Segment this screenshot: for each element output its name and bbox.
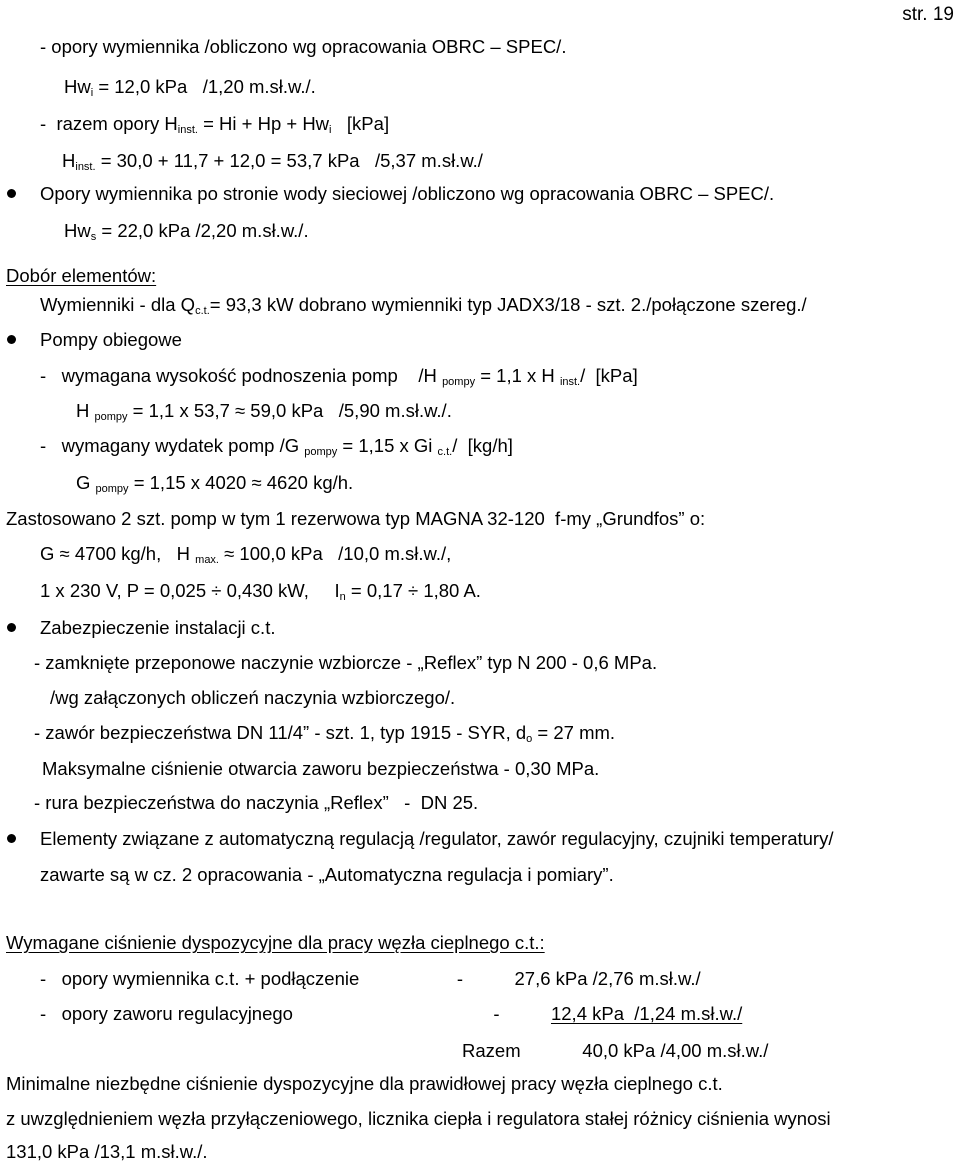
text-line: - rura bezpieczeństwa do naczynia „Reflex” - DN 25. [34,792,479,813]
text-line: H $_{pompy}$ = 1,1 x 53,7 ≈ 59,0 kPa /5,90 m.sł.w./. [76,400,452,423]
text-line: Elementy związane z automatyczną regulacją /regulator, zawór regulacyjny, czujniki temperatury/ [40,828,834,849]
text-line: G $_{pompy}$ = 1,15 x 4020 ≈ 4620 kg/h. [76,472,354,495]
text-line: - opory wymiennika /obliczono wg opracowania OBRC – SPEC/. [40,36,567,57]
text-line: - wymagana wysokość podnoszenia pomp /H $_{pompy}$ = 1,1 x H $_{inst.}$/ [kPa] [40,365,638,388]
text-line: z uwzględnieniem węzła przyłączeniowego, licznika ciepła i regulatora stałej różnicy ciśnienia wynosi [6,1108,831,1129]
text-line: zawarte są w cz. 2 opracowania - „Automatyczna regulacja i pomiary”. [40,864,614,885]
section-heading: Dobór elementów: [6,265,157,286]
section-heading: Wymagane ciśnienie dyspozycyjne dla pracy węzła cieplnego c.t.: [6,932,545,953]
text-line: - zamknięte przeponowe naczynie wzbiorcze - „Reflex” typ N 200 - 0,6 MPa. [34,652,658,673]
text-line: - opory wymiennika c.t. + podłączenie - 27,6 kPa /2,76 m.sł.w./ [40,968,701,989]
text-line: G ≈ 4700 kg/h, H $_{max.}$ ≈ 100,0 kPa /10,0 m.sł.w./, [40,543,452,566]
bullet-icon [7,189,16,198]
text-line: /wg załączonych obliczeń naczynia wzbiorczego/. [50,687,456,708]
text-line: - zawór bezpieczeństwa DN 11/4” - szt. 1, typ 1915 - SYR, $d_o = 27$ mm. [34,722,616,745]
text-line: 131,0 kPa /13,1 m.sł.w./. [6,1141,208,1162]
bullet-icon [7,834,16,843]
text-line: Zastosowano 2 szt. pomp w tym 1 rezerwowa typ MAGNA 32-120 f-my „Grundfos” o: [6,508,706,529]
text-line: $Hw_i = 12,0$ kPa /1,20 m.sł.w./. [64,76,316,99]
text-line: - wymagany wydatek pomp /G $_{pompy}$ = 1,15 x Gi $_{c.t.}$/ [kg/h] [40,435,513,458]
text-line: Zabezpieczenie instalacji c.t. [40,617,276,638]
text-line: Razem 40,0 kPa /4,00 m.sł.w./ [462,1040,769,1061]
bullet-icon [7,335,16,344]
bullet-icon [7,623,16,632]
text-line: Wymienniki - dla $Q_{c.t.}= 93,3$ kW dobrano wymienniki typ JADX3/18 - szt. 2./połączone szereg./ [40,294,807,317]
text-line: Minimalne niezbędne ciśnienie dyspozycyjne dla prawidłowej pracy węzła cieplnego c.t. [6,1073,723,1094]
text-line: - razem opory $H_{inst.} = Hi + Hp + Hw_i$ [kPa] [40,113,390,136]
text-line: Opory wymiennika po stronie wody sieciowej /obliczono wg opracowania OBRC – SPEC/. [40,183,775,204]
text-line: - opory zaworu regulacyjnego - 12,4 kPa /1,24 m.sł.w./ [40,1003,743,1024]
text-line: Pompy obiegowe [40,329,182,350]
page-number: str. 19 [902,4,954,25]
text-line: $Hw_s = 22,0$ kPa /2,20 m.sł.w./. [64,220,309,243]
text-line: Maksymalne ciśnienie otwarcia zaworu bezpieczeństwa - 0,30 MPa. [42,758,600,779]
text-line: $H_{inst.} = 30,0 + 11,7 + 12,0 = 53,7$ kPa /5,37 m.sł.w./ [62,150,483,173]
text-line: 1 x 230 V, P = 0,025 ÷ 0,430 kW, $I_n = 0,17 \div 1,80$ A. [40,580,481,603]
